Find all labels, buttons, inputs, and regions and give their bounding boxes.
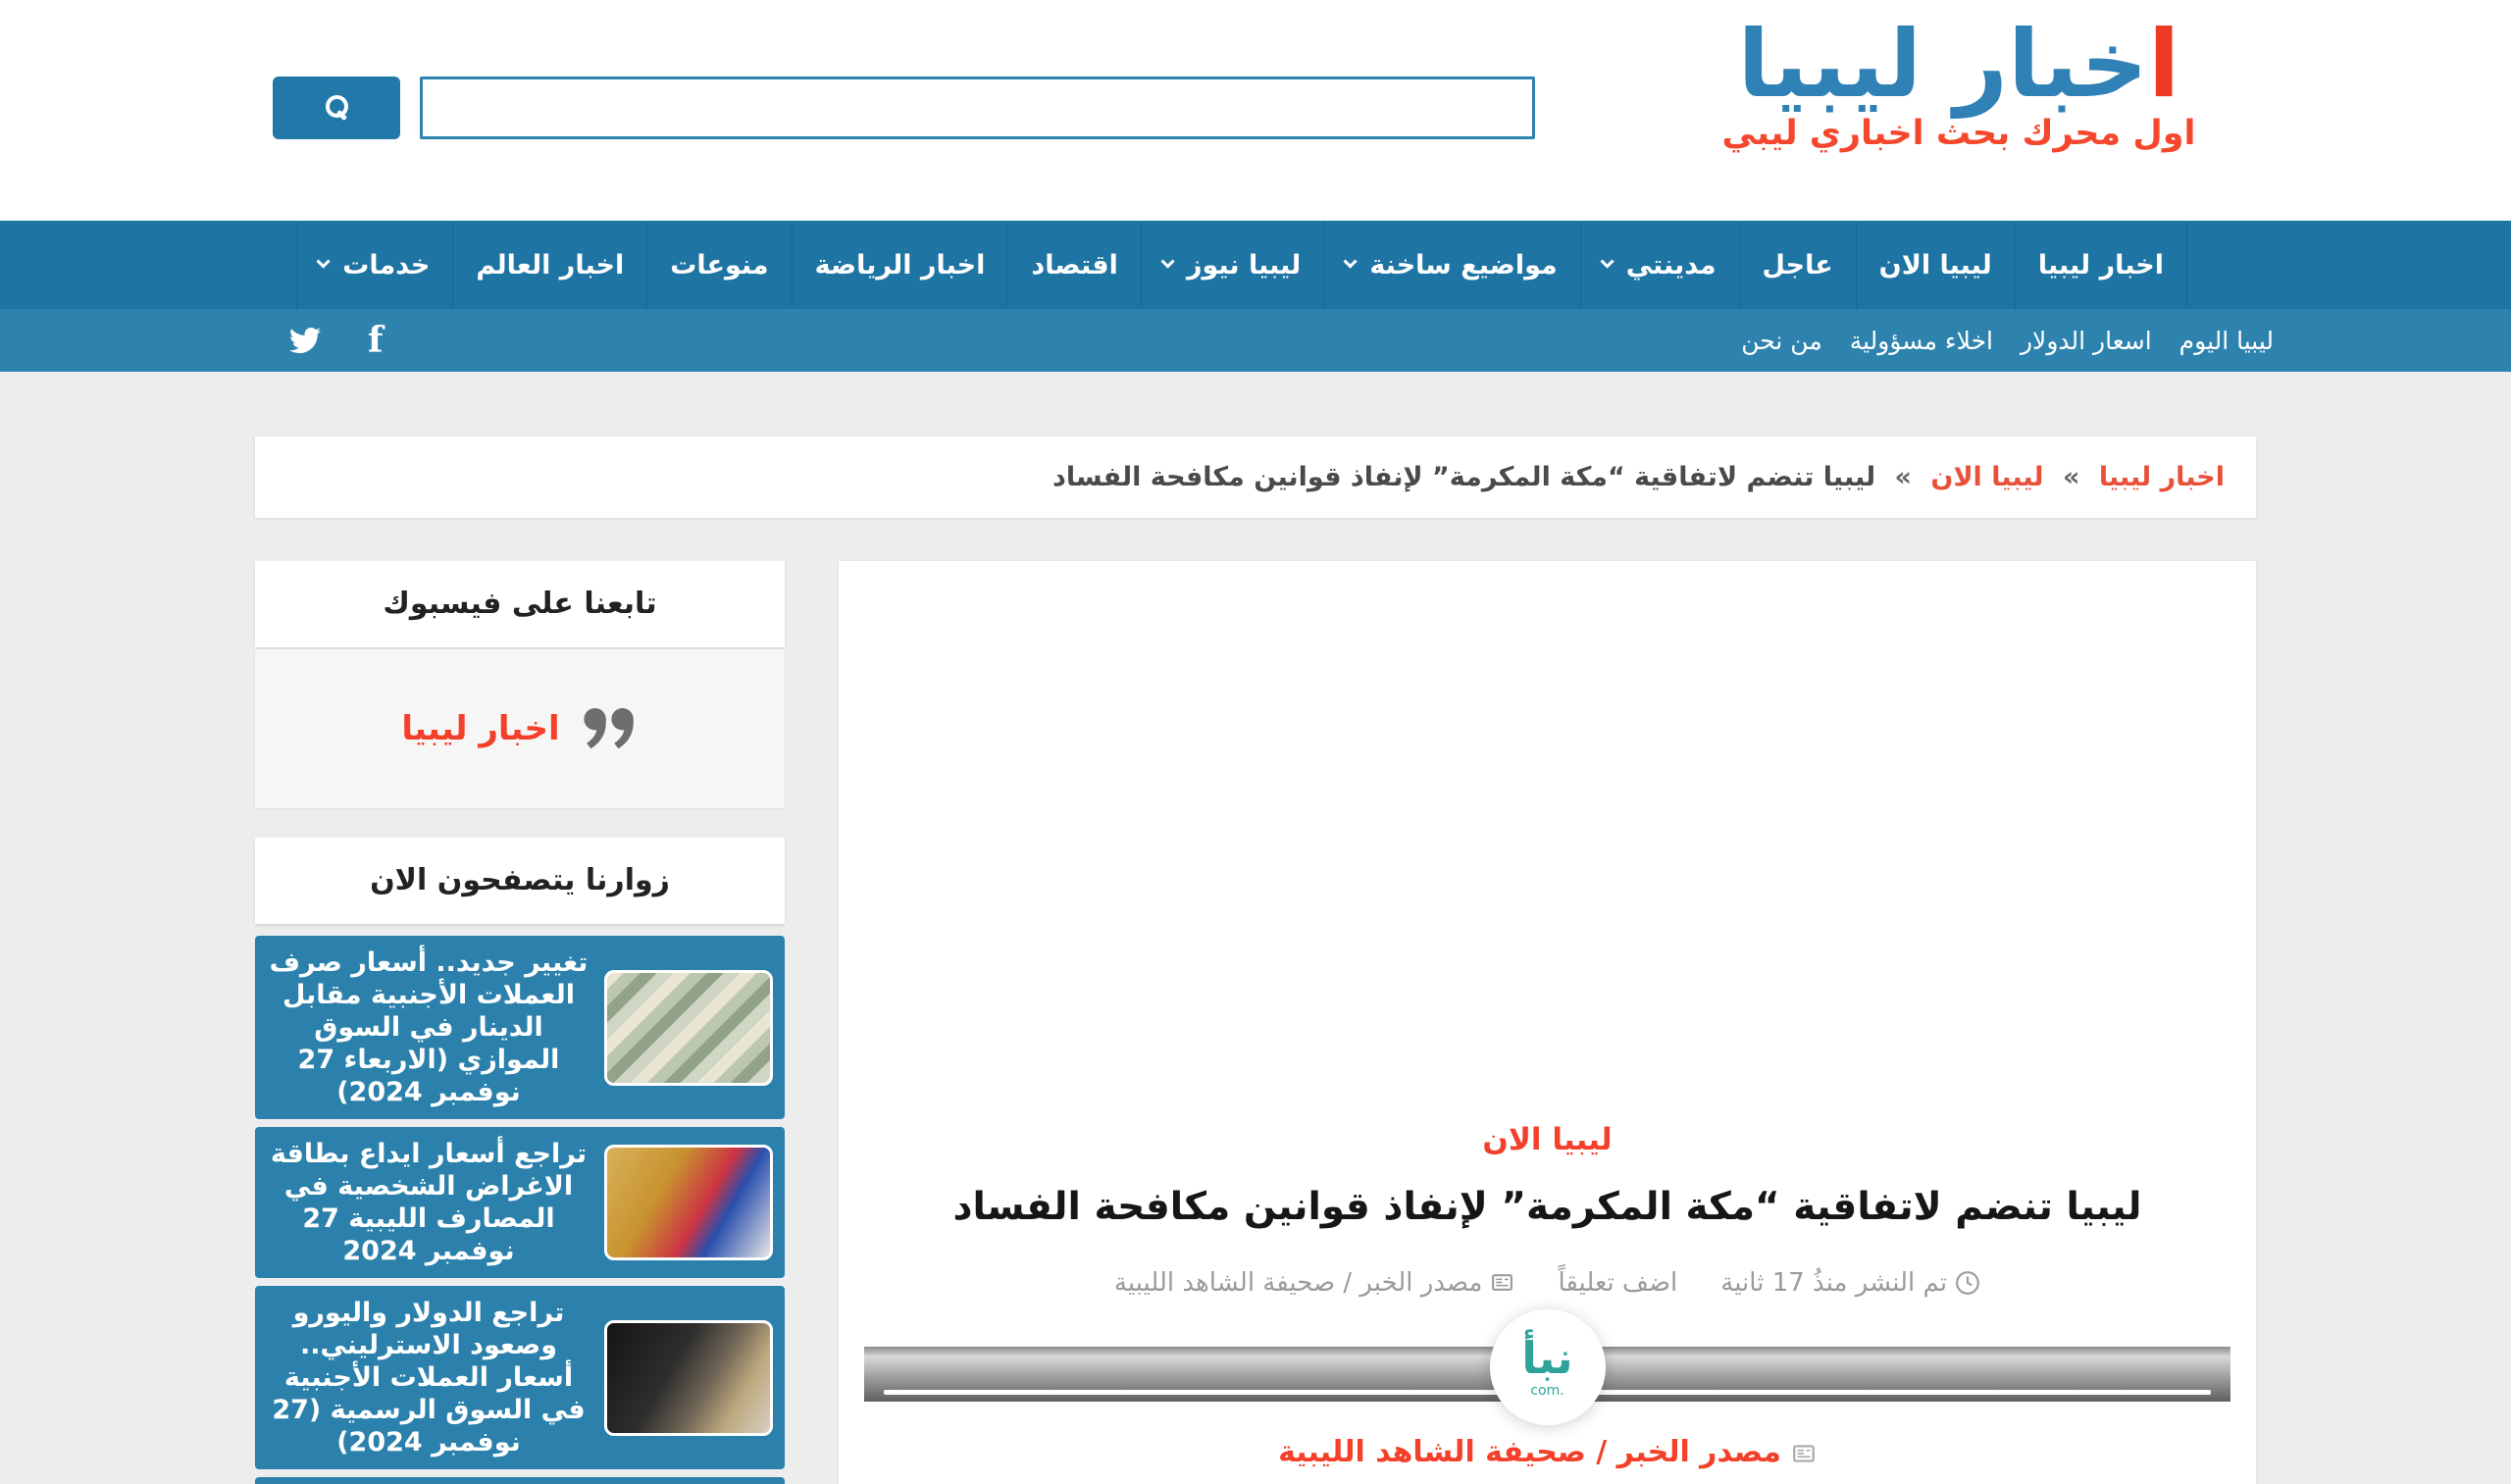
nav-item-world-news[interactable] bbox=[452, 221, 646, 309]
search-button[interactable] bbox=[273, 77, 400, 139]
logo-rest: خبار ليبيا bbox=[1737, 11, 2148, 119]
trending-item[interactable] bbox=[255, 1286, 785, 1469]
site-logo[interactable] bbox=[1669, 2, 2248, 153]
facebook-icon[interactable] bbox=[368, 320, 384, 361]
publish-time bbox=[1720, 1268, 1980, 1298]
article-thumbnail bbox=[604, 1320, 773, 1436]
quote-icon bbox=[582, 708, 639, 749]
article-title: ليبيا تنضم لاتفاقية “مكة المكرمة” لإنفاذ قوانين مكافحة الفساد bbox=[952, 1185, 2142, 1229]
breadcrumb-current: ليبيا تنضم لاتفاقية “مكة المكرمة” لإنفاذ قوانين مكافحة الفساد bbox=[1052, 462, 1876, 492]
image-source-caption[interactable] bbox=[864, 1435, 2230, 1469]
nav-item-label: ليبيا الان bbox=[1878, 249, 1992, 281]
secondary-navbar-items bbox=[224, 309, 2287, 372]
trending-widget bbox=[255, 838, 785, 1484]
chevron-down-icon bbox=[1160, 255, 1174, 269]
nav-item-label: اخبار ليبيا bbox=[2037, 249, 2164, 281]
nav-item-economy[interactable] bbox=[1007, 221, 1141, 309]
main-navbar bbox=[0, 221, 2511, 309]
article-source-text: مصدر الخبر / صحيفة الشاهد الليبية bbox=[1113, 1267, 1483, 1298]
secondary-navbar bbox=[0, 309, 2511, 372]
add-comment-link[interactable] bbox=[1558, 1268, 1677, 1298]
facebook-f-glyph: f bbox=[368, 320, 384, 361]
nav-item-my-city[interactable] bbox=[1580, 221, 1739, 309]
image-source-caption-text: مصدر الخبر / صحيفة الشاهد الليبية bbox=[1278, 1434, 1781, 1469]
nav-item-label: اقتصاد bbox=[1031, 249, 1118, 281]
search-icon bbox=[324, 95, 349, 121]
article-card bbox=[839, 561, 2256, 1484]
breadcrumb-home-link[interactable]: اخبار ليبيا bbox=[2098, 462, 2225, 492]
trending-item[interactable] bbox=[255, 1477, 785, 1484]
subnav-item-libya-today[interactable]: ليبيا اليوم bbox=[2178, 326, 2274, 355]
main-navbar-items bbox=[324, 221, 2187, 309]
publish-time-text: تم النشر منذُ 17 ثانية bbox=[1720, 1267, 1948, 1298]
page-content bbox=[255, 436, 2256, 1484]
twitter-icon[interactable] bbox=[289, 325, 321, 356]
breadcrumb bbox=[255, 436, 2256, 518]
nav-item-label: عاجل bbox=[1762, 249, 1833, 281]
article-thumbnail bbox=[604, 970, 773, 1086]
nav-item-services[interactable] bbox=[296, 221, 452, 309]
chevron-down-icon bbox=[1600, 255, 1614, 269]
trending-item-title: تغيير جديد.. أسعار صرف العملات الأجنبية مقابل الدينار في السوق الموازي (الاربعاء 27 نوفمبر 2024) bbox=[269, 947, 589, 1107]
nav-item-label: منوعات bbox=[670, 249, 769, 281]
logo-first-letter: ا bbox=[2147, 11, 2180, 119]
trending-list bbox=[255, 936, 785, 1484]
article-image bbox=[864, 1309, 2230, 1484]
clock-icon bbox=[1955, 1270, 1980, 1296]
sidebar bbox=[255, 561, 785, 1484]
nav-item-label: ليبيا نيوز bbox=[1186, 249, 1302, 281]
chevron-down-icon bbox=[317, 255, 331, 269]
watermark-domain: .com bbox=[1530, 1382, 1564, 1399]
facebook-widget bbox=[255, 561, 785, 808]
nav-item-label: مدينتي bbox=[1625, 249, 1717, 281]
nav-item-variety[interactable] bbox=[646, 221, 791, 309]
site-logo-text bbox=[1669, 2, 2248, 128]
content-layout bbox=[255, 561, 2256, 1484]
nav-item-label: اخبار العالم bbox=[476, 249, 625, 281]
subnav-item-disclaimer[interactable]: اخلاء مسؤولية bbox=[1849, 326, 1993, 355]
trending-item[interactable] bbox=[255, 936, 785, 1119]
breadcrumb-section-link[interactable]: ليبيا الان bbox=[1930, 462, 2044, 492]
article-source bbox=[1114, 1268, 1515, 1298]
nav-item-libya-news[interactable] bbox=[1141, 221, 1323, 309]
site-tagline: اول محرك بحث اخباري ليبي bbox=[1721, 114, 2196, 154]
trending-item[interactable] bbox=[255, 1127, 785, 1278]
nav-item-label: اخبار الرياضة bbox=[814, 249, 986, 281]
newspaper-icon bbox=[1791, 1441, 1817, 1466]
breadcrumb-separator: » bbox=[2062, 462, 2080, 492]
article-meta bbox=[839, 1268, 2256, 1298]
site-header bbox=[0, 0, 2511, 221]
nav-item-sports[interactable] bbox=[792, 221, 1008, 309]
add-comment-text: اضف تعليقاً bbox=[1558, 1267, 1678, 1298]
newspaper-icon bbox=[1490, 1270, 1514, 1295]
nav-item-label: مواضيع ساخنة bbox=[1369, 249, 1558, 281]
facebook-widget-body bbox=[255, 649, 785, 808]
subnav-item-dollar-prices[interactable]: اسعار الدولار bbox=[2020, 326, 2152, 355]
facebook-widget-title: تابعنا على فيسبوك bbox=[255, 561, 785, 647]
nav-item-label: خدمات bbox=[342, 249, 431, 281]
search-input[interactable] bbox=[420, 77, 1535, 139]
trending-widget-title: زوارنا يتصفحون الان bbox=[255, 838, 785, 924]
breadcrumb-separator: » bbox=[1894, 462, 1912, 492]
watermark-logo bbox=[1490, 1309, 1606, 1425]
nav-item-breaking[interactable] bbox=[1739, 221, 1856, 309]
nav-item-libya-now[interactable] bbox=[1856, 221, 2015, 309]
nav-item-hot-topics[interactable] bbox=[1323, 221, 1579, 309]
chevron-down-icon bbox=[1344, 255, 1358, 269]
nav-item-akhbar-libya[interactable] bbox=[2015, 221, 2187, 309]
ad-placeholder bbox=[839, 561, 2256, 1122]
facebook-page-link[interactable]: اخبار ليبيا bbox=[401, 709, 560, 748]
article-category-link[interactable]: ليبيا الان bbox=[1482, 1122, 1613, 1157]
search-bar bbox=[273, 77, 1535, 139]
trending-item-title: تراجع الدولار واليورو وصعود الاسترليني.. أسعار العملات الأجنبية في السوق الرسمية (27 نوفمبر 2024) bbox=[272, 1298, 586, 1458]
article-thumbnail bbox=[604, 1145, 773, 1260]
social-links bbox=[289, 309, 384, 372]
trending-item-title: تراجع أسعار ايداع بطاقة الاغراض الشخصية في المصارف الليبية 27 نوفمبر 2024 bbox=[270, 1139, 588, 1266]
watermark-text: نبأ bbox=[1521, 1331, 1573, 1384]
subnav-item-about-us[interactable]: من نحن bbox=[1741, 326, 1822, 355]
